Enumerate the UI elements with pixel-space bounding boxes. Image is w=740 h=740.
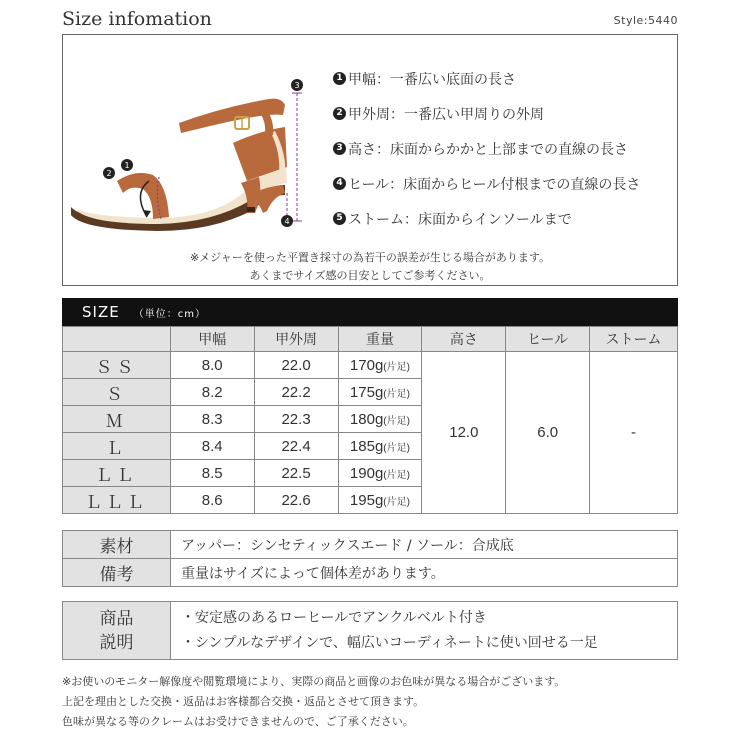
header-cell	[63, 327, 171, 352]
description-row	[63, 602, 678, 660]
number-badge: 2	[333, 107, 346, 120]
marker-4: 4	[284, 217, 290, 226]
weight-value: 185g	[349, 437, 384, 455]
size-cell: ＬＬ	[63, 460, 171, 487]
girth-cell: 22.3	[254, 406, 338, 433]
legend-item	[333, 201, 640, 236]
size-cell: Ｍ	[63, 406, 171, 433]
weight-value: 180g	[349, 410, 384, 428]
size-table	[62, 326, 678, 514]
weight-cell	[338, 460, 422, 487]
page-title: Size infomation	[62, 8, 212, 30]
width-cell: 8.5	[170, 460, 254, 487]
marker-1: 1	[124, 161, 130, 170]
material-label: 素材	[63, 531, 171, 559]
weight-unit: (片足)	[383, 388, 410, 400]
weight-unit: (片足)	[383, 442, 410, 454]
height-cell: 12.0	[422, 352, 506, 514]
girth-cell: 22.5	[254, 460, 338, 487]
description-value	[171, 602, 678, 660]
table-header-row	[63, 327, 678, 352]
shoe-diagram	[63, 35, 313, 245]
legend-item	[333, 96, 640, 131]
style-code: Style:5440	[613, 14, 678, 27]
legend-text: ストーム：床面からインソールまで	[348, 211, 572, 228]
weight-unit: (片足)	[383, 415, 410, 427]
description-label-line: 説明	[99, 632, 134, 653]
weight-value: 190g	[349, 464, 384, 482]
sandal-illustration	[63, 35, 313, 245]
weight-unit: (片足)	[383, 469, 410, 481]
number-badge: 5	[333, 212, 346, 225]
size-cell: Ｌ	[63, 433, 171, 460]
weight-cell	[338, 487, 422, 514]
description-label-line: 商品	[99, 608, 134, 629]
weight-cell	[338, 433, 422, 460]
width-cell: 8.0	[170, 352, 254, 379]
weight-unit: (片足)	[383, 496, 410, 508]
number-badge: 4	[333, 177, 346, 190]
heel-cell: 6.0	[506, 352, 590, 514]
marker-3: 3	[294, 81, 300, 90]
weight-value: 195g	[349, 491, 384, 509]
header-cell: 甲幅	[170, 327, 254, 352]
description-line: ・安定感のあるローヒールでアンクルベルト付き	[181, 609, 487, 626]
description-line: ・シンプルなデザインで、幅広いコーディネートに使い回せる一足	[181, 634, 598, 651]
size-cell: Ｓ	[63, 379, 171, 406]
remarks-label: 備考	[63, 559, 171, 587]
size-section-header	[62, 298, 678, 326]
weight-value: 170g	[349, 356, 384, 374]
legend-item	[333, 131, 640, 166]
marker-2: 2	[106, 169, 112, 178]
measurement-note: ※メジャーを使った平置き採寸の為若干の誤差が生じる場合があります。	[189, 251, 551, 264]
width-cell: 8.3	[170, 406, 254, 433]
description-table	[62, 601, 678, 660]
weight-value: 175g	[349, 383, 384, 401]
girth-cell: 22.6	[254, 487, 338, 514]
girth-cell: 22.0	[254, 352, 338, 379]
size-cell: ＳＳ	[63, 352, 171, 379]
girth-cell: 22.2	[254, 379, 338, 406]
weight-unit: (片足)	[383, 361, 410, 373]
measurement-note: あくまでサイズ感の目安としてご参考ください。	[249, 269, 491, 282]
legend-text: 甲外周：一番広い甲周りの外周	[348, 106, 544, 123]
remarks-value: 重量はサイズによって個体差があります。	[171, 559, 678, 587]
header-cell: ヒール	[506, 327, 590, 352]
description-label	[63, 602, 171, 660]
legend-text: 高さ：床面からかかと上部までの直線の長さ	[348, 141, 628, 158]
width-cell: 8.6	[170, 487, 254, 514]
header-cell: ストーム	[590, 327, 678, 352]
material-value: アッパー：シンセティックスエード / ソール：合成底	[171, 531, 678, 559]
material-table	[62, 530, 678, 587]
header-cell: 重量	[338, 327, 422, 352]
footer-notes	[62, 672, 565, 732]
header-cell: 甲外周	[254, 327, 338, 352]
measurement-legend	[333, 61, 640, 236]
legend-item	[333, 166, 640, 201]
girth-cell: 22.4	[254, 433, 338, 460]
number-badge: 3	[333, 142, 346, 155]
footer-line: 上記を理由とした交換・返品はお客様都合交換・返品とさせて頂きます。	[62, 695, 425, 708]
weight-cell	[338, 406, 422, 433]
legend-item	[333, 61, 640, 96]
table-row	[63, 352, 678, 379]
number-badge: 1	[333, 72, 346, 85]
material-row	[63, 531, 678, 559]
width-cell: 8.4	[170, 433, 254, 460]
weight-cell	[338, 352, 422, 379]
size-label: SIZE	[82, 303, 120, 321]
storm-cell: -	[590, 352, 678, 514]
weight-cell	[338, 379, 422, 406]
footer-line: ※お使いのモニター解像度や閲覧環境により、実際の商品と画像のお色味が異なる場合がございます。	[62, 675, 566, 688]
width-cell: 8.2	[170, 379, 254, 406]
footer-line: 色味が異なる等のクレームはお受けできませんので、ご了承ください。	[62, 715, 414, 728]
legend-text: ヒール：床面からヒール付根までの直線の長さ	[348, 176, 641, 193]
unit-label: （単位：cm）	[133, 308, 206, 320]
remarks-row	[63, 559, 678, 587]
size-info-box	[62, 34, 678, 286]
size-cell: ＬＬＬ	[63, 487, 171, 514]
legend-text: 甲幅：一番広い底面の長さ	[348, 71, 516, 88]
header-cell: 高さ	[422, 327, 506, 352]
